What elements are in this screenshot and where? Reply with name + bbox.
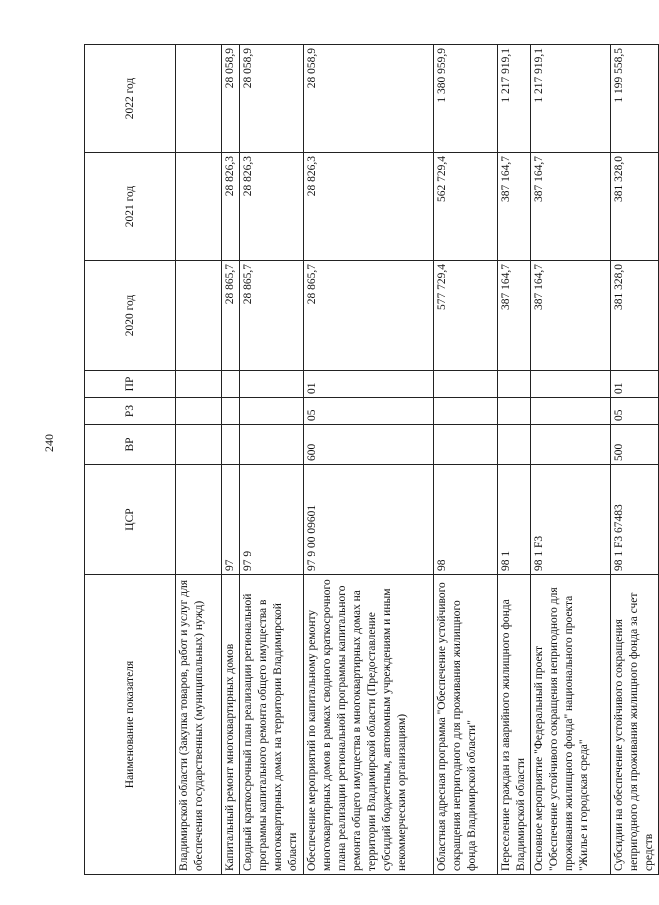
cell-name: Владимирской области (Закупка товаров, работ и услуг для обеспечения государственных (муниципальных) нужд) xyxy=(176,575,222,875)
cell-2022: 28 058,9 xyxy=(304,45,434,153)
cell-pr xyxy=(176,371,222,398)
cell-rz xyxy=(240,398,304,425)
cell-2021: 28 826,3 xyxy=(222,153,240,261)
cell-pr xyxy=(240,371,304,398)
budget-table xyxy=(84,44,659,875)
header-row xyxy=(85,45,176,875)
cell-csr: 97 xyxy=(222,465,240,575)
table-row xyxy=(531,45,611,875)
cell-rz xyxy=(531,398,611,425)
header-name: Наименование показателя xyxy=(85,575,176,875)
cell-2022: 28 058,9 xyxy=(222,45,240,153)
table-row xyxy=(611,45,659,875)
cell-csr: 98 xyxy=(434,465,498,575)
cell-2020: 381 328,0 xyxy=(611,261,659,371)
cell-name: Основное мероприятие "Федеральный проект "Обеспечение устойчивого сокращения непригодного для проживания жилищного фонда" национального проекта "Жилье и городская среда" xyxy=(531,575,611,875)
cell-2021 xyxy=(176,153,222,261)
cell-2022: 1 217 919,1 xyxy=(531,45,611,153)
cell-2021: 28 826,3 xyxy=(240,153,304,261)
cell-2021: 387 164,7 xyxy=(498,153,531,261)
cell-name: Переселение граждан из аварийного жилищного фонда Владимирской области xyxy=(498,575,531,875)
cell-pr xyxy=(498,371,531,398)
cell-vr: 600 xyxy=(304,425,434,465)
cell-name: Субсидии на обеспечение устойчивого сокращения непригодного для проживания жилищного фонда за счет средств xyxy=(611,575,659,875)
table-row xyxy=(304,45,434,875)
cell-rz xyxy=(222,398,240,425)
cell-2020: 28 865,7 xyxy=(304,261,434,371)
cell-2022: 28 058,9 xyxy=(240,45,304,153)
header-pr: ПР xyxy=(85,371,176,398)
cell-2020: 28 865,7 xyxy=(222,261,240,371)
cell-pr xyxy=(434,371,498,398)
cell-csr: 98 1 xyxy=(498,465,531,575)
cell-csr: 98 1 F3 xyxy=(531,465,611,575)
cell-rz xyxy=(498,398,531,425)
cell-2022: 1 217 919,1 xyxy=(498,45,531,153)
cell-pr xyxy=(222,371,240,398)
cell-2021: 381 328,0 xyxy=(611,153,659,261)
header-vr: ВР xyxy=(85,425,176,465)
page-number: 240 xyxy=(42,434,56,452)
cell-2022 xyxy=(176,45,222,153)
header-csr: ЦСР xyxy=(85,465,176,575)
cell-vr xyxy=(222,425,240,465)
cell-name: Капитальный ремонт многоквартирных домов xyxy=(222,575,240,875)
table-row xyxy=(434,45,498,875)
cell-2020: 387 164,7 xyxy=(531,261,611,371)
cell-pr: 01 xyxy=(304,371,434,398)
cell-pr: 01 xyxy=(611,371,659,398)
cell-2020: 577 729,4 xyxy=(434,261,498,371)
cell-rz xyxy=(434,398,498,425)
cell-rz: 05 xyxy=(611,398,659,425)
cell-2021: 28 826,3 xyxy=(304,153,434,261)
table-row xyxy=(498,45,531,875)
cell-csr: 98 1 F3 67483 xyxy=(611,465,659,575)
cell-rz: 05 xyxy=(304,398,434,425)
cell-csr xyxy=(176,465,222,575)
cell-2021: 562 729,4 xyxy=(434,153,498,261)
cell-vr xyxy=(176,425,222,465)
rotated-table-container xyxy=(84,45,655,875)
header-rz: РЗ xyxy=(85,398,176,425)
cell-2020 xyxy=(176,261,222,371)
cell-vr xyxy=(240,425,304,465)
cell-pr xyxy=(531,371,611,398)
cell-2020: 387 164,7 xyxy=(498,261,531,371)
cell-vr xyxy=(498,425,531,465)
header-2022: 2022 год xyxy=(85,45,176,153)
cell-name: Обеспечение мероприятий по капитальному ремонту многоквартирных домов в рамках сводного краткосрочного плана реализации региональной программы капитального ремонта общего имущества в многоквартирных домах на территории Владимирской области (Предоставление субсидий бюджетным, автономным учреждениям и иным некоммерческим организациям) xyxy=(304,575,434,875)
cell-2022: 1 380 959,9 xyxy=(434,45,498,153)
table-row xyxy=(240,45,304,875)
cell-csr: 97 9 00 09601 xyxy=(304,465,434,575)
header-2020: 2020 год xyxy=(85,261,176,371)
cell-2021: 387 164,7 xyxy=(531,153,611,261)
table-row xyxy=(176,45,222,875)
cell-rz xyxy=(176,398,222,425)
cell-2022: 1 199 558,5 xyxy=(611,45,659,153)
cell-csr: 97 9 xyxy=(240,465,304,575)
cell-name: Сводный краткосрочный план реализации региональной программы капитального ремонта общего имущества в многоквартирных домах на территории Владимирской области xyxy=(240,575,304,875)
cell-2020: 28 865,7 xyxy=(240,261,304,371)
header-2021: 2021 год xyxy=(85,153,176,261)
cell-vr xyxy=(434,425,498,465)
cell-vr xyxy=(531,425,611,465)
table-row xyxy=(222,45,240,875)
cell-name: Областная адресная программа "Обеспечение устойчивого сокращения непригодного для проживания жилищного фонда Владимирской области" xyxy=(434,575,498,875)
cell-vr: 500 xyxy=(611,425,659,465)
